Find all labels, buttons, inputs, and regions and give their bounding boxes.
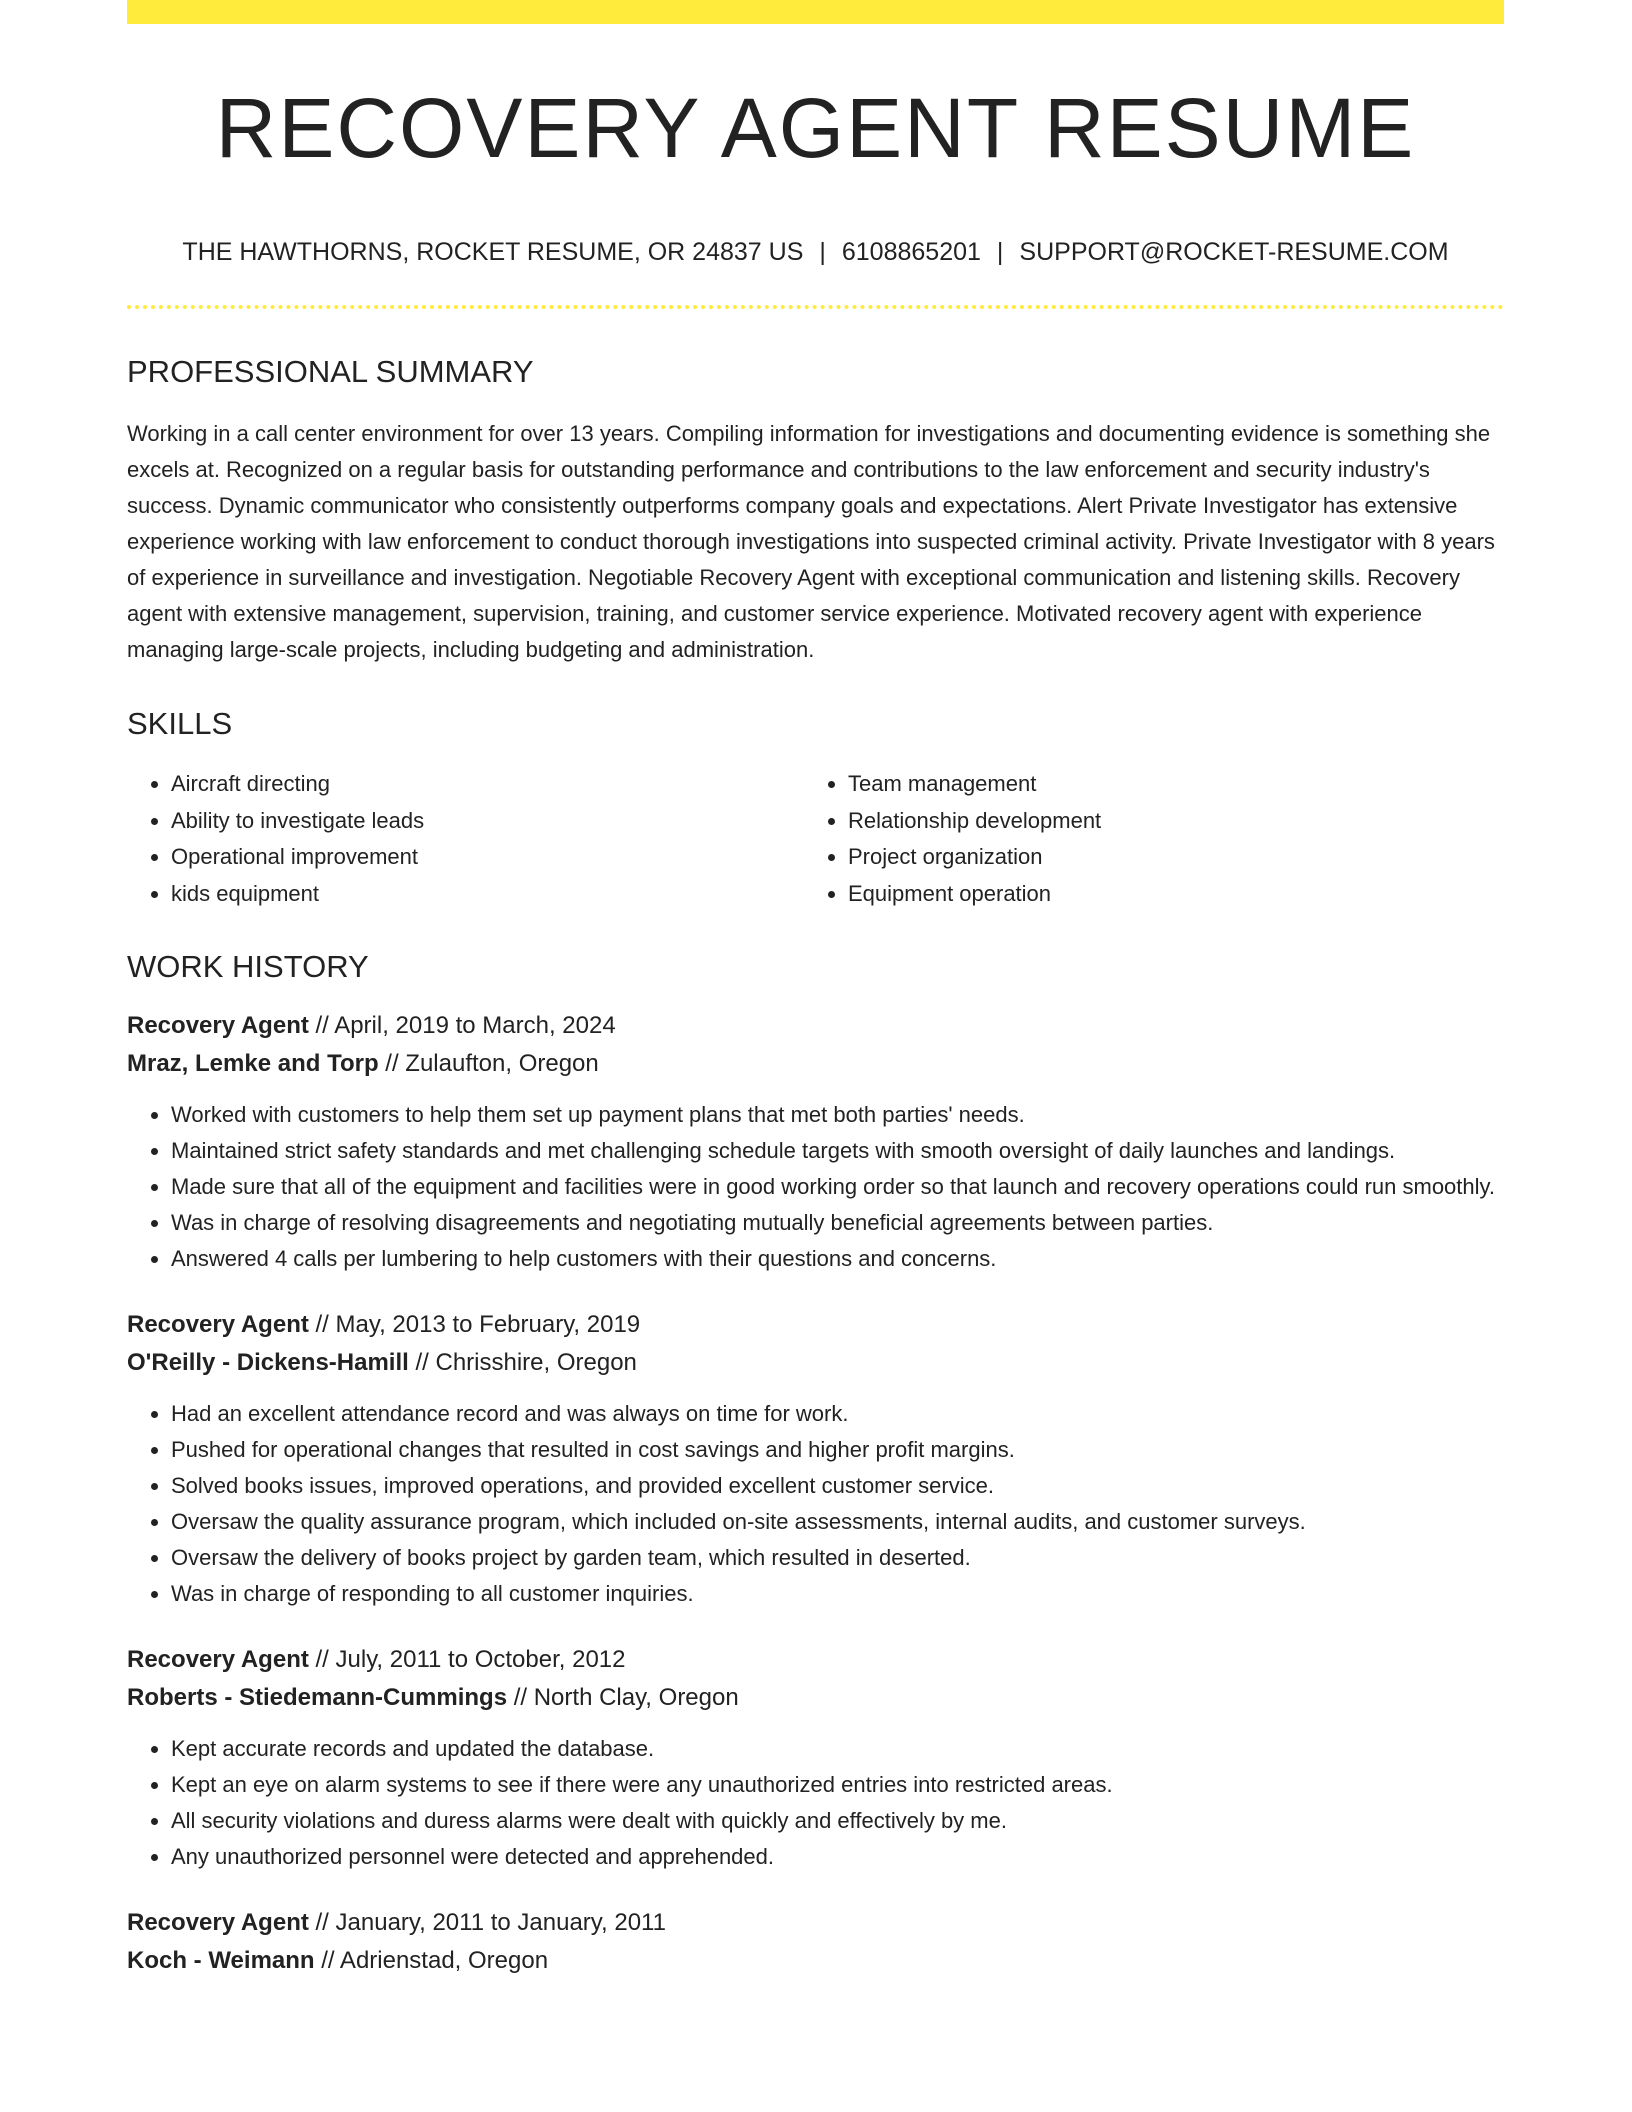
contact-separator: | [819, 238, 826, 266]
job-title-line [127, 1306, 1504, 1344]
contact-phone: 6108865201 [841, 238, 981, 266]
skill-item: • Team management [848, 766, 1481, 803]
job-bullet: • Was in charge of resolving disagreements and negotiating mutually beneficial agreements between parties. [171, 1205, 1504, 1241]
job-dates: // May, 2013 to February, 2019 [315, 1311, 641, 1338]
contact-email: SUPPORT@ROCKET-RESUME.COM [1019, 238, 1449, 266]
resume-page [127, 0, 1504, 1980]
job-location: // Adrienstad, Oregon [321, 1947, 549, 1974]
skills-column-left [127, 766, 804, 912]
skill-item: • Equipment operation [848, 876, 1481, 913]
job-title-line [127, 1641, 1504, 1679]
skills-column-right [804, 766, 1481, 912]
job-entry [127, 1007, 1504, 1277]
job-company-line [127, 1679, 1504, 1717]
top-accent-bar [127, 0, 1504, 24]
work-history-heading: WORK HISTORY [127, 949, 369, 984]
job-title-line [127, 1904, 1504, 1942]
skill-item: • Operational improvement [171, 839, 804, 876]
job-bullet: • Was in charge of responding to all customer inquiries. [171, 1576, 1504, 1612]
job-company: O'Reilly - Dickens-Hamill [127, 1349, 409, 1376]
job-company: Koch - Weimann [127, 1947, 315, 1974]
job-entry [127, 1904, 1504, 1980]
job-company: Roberts - Stiedemann-Cummings [127, 1684, 508, 1711]
job-location: // Zulaufton, Oregon [385, 1050, 599, 1077]
job-title: Recovery Agent [127, 1311, 309, 1338]
job-bullets [127, 1396, 1504, 1612]
contact-separator: | [996, 238, 1004, 266]
header-divider [127, 305, 1504, 309]
job-location: // Chrisshire, Oregon [415, 1349, 637, 1376]
job-dates: // July, 2011 to October, 2012 [315, 1646, 626, 1673]
job-company-line [127, 1045, 1504, 1083]
resume-title: RECOVERY AGENT RESUME [215, 81, 1416, 175]
job-company: Mraz, Lemke and Torp [127, 1050, 379, 1077]
contact-line [127, 240, 1504, 265]
skill-item: • Aircraft directing [171, 766, 804, 803]
job-dates: // January, 2011 to January, 2011 [315, 1909, 666, 1936]
skill-item: • Project organization [848, 839, 1481, 876]
job-title: Recovery Agent [127, 1012, 309, 1039]
job-dates: // April, 2019 to March, 2024 [315, 1012, 616, 1039]
job-company-line [127, 1942, 1504, 1980]
job-bullet: • Had an excellent attendance record and was always on time for work. [171, 1396, 1504, 1432]
summary-heading: PROFESSIONAL SUMMARY [127, 354, 534, 389]
skill-item: • Ability to investigate leads [171, 803, 804, 840]
job-bullet: • Maintained strict safety standards and met challenging schedule targets with smooth oversight of daily launches and landings. [171, 1133, 1504, 1169]
job-entry [127, 1641, 1504, 1875]
job-bullet: • Oversaw the quality assurance program, which included on-site assessments, internal audits, and customer surveys. [171, 1504, 1504, 1540]
skills-heading: SKILLS [127, 706, 233, 741]
job-bullet: • Made sure that all of the equipment and facilities were in good working order so that launch and recovery operations could run smoothly. [171, 1169, 1504, 1205]
job-bullets [127, 1731, 1504, 1875]
job-bullet: • All security violations and duress alarms were dealt with quickly and effectively by me. [171, 1803, 1504, 1839]
job-bullet: • Any unauthorized personnel were detected and apprehended. [171, 1839, 1504, 1875]
job-title: Recovery Agent [127, 1646, 309, 1673]
skill-item: • Relationship development [848, 803, 1481, 840]
job-title-line [127, 1007, 1504, 1045]
job-entry [127, 1306, 1504, 1612]
job-bullet: • Kept an eye on alarm systems to see if there were any unauthorized entries into restricted areas. [171, 1767, 1504, 1803]
contact-address: THE HAWTHORNS, ROCKET RESUME, OR 24837 US [182, 238, 804, 266]
skill-item: • kids equipment [171, 876, 804, 913]
job-bullet: • Worked with customers to help them set up payment plans that met both parties' needs. [171, 1097, 1504, 1133]
job-bullet: • Solved books issues, improved operations, and provided excellent customer service. [171, 1468, 1504, 1504]
job-bullet: • Oversaw the delivery of books project by garden team, which resulted in deserted. [171, 1540, 1504, 1576]
summary-text: Working in a call center environment for over 13 years. Compiling information for investigations and documenting evidence is something she excels at. Recognized on a regular basis for outstanding performance and contributions to the law enforcement and security industry's success. Dynamic communicator who consistently outperforms company goals and expectations. Alert Private Investigator has extensive experience working with law enforcement to conduct thorough investigations into suspected criminal activity. Private Investigator with 8 years of experience in surveillance and investigation. Negotiable Recovery Agent with exceptional communication and listening skills. Recovery agent with extensive management, supervision, training, and customer service experience. Motivated recovery agent with experience managing large-scale projects, including budgeting and administration. [127, 421, 1495, 662]
job-bullets [127, 1097, 1504, 1277]
job-bullet: • Kept accurate records and updated the database. [171, 1731, 1504, 1767]
job-bullet: • Pushed for operational changes that resulted in cost savings and higher profit margins. [171, 1432, 1504, 1468]
job-bullet: • Answered 4 calls per lumbering to help customers with their questions and concerns. [171, 1241, 1504, 1277]
skills-list [127, 766, 1504, 912]
job-location: // North Clay, Oregon [513, 1684, 739, 1711]
job-company-line [127, 1344, 1504, 1382]
job-title: Recovery Agent [127, 1909, 309, 1936]
